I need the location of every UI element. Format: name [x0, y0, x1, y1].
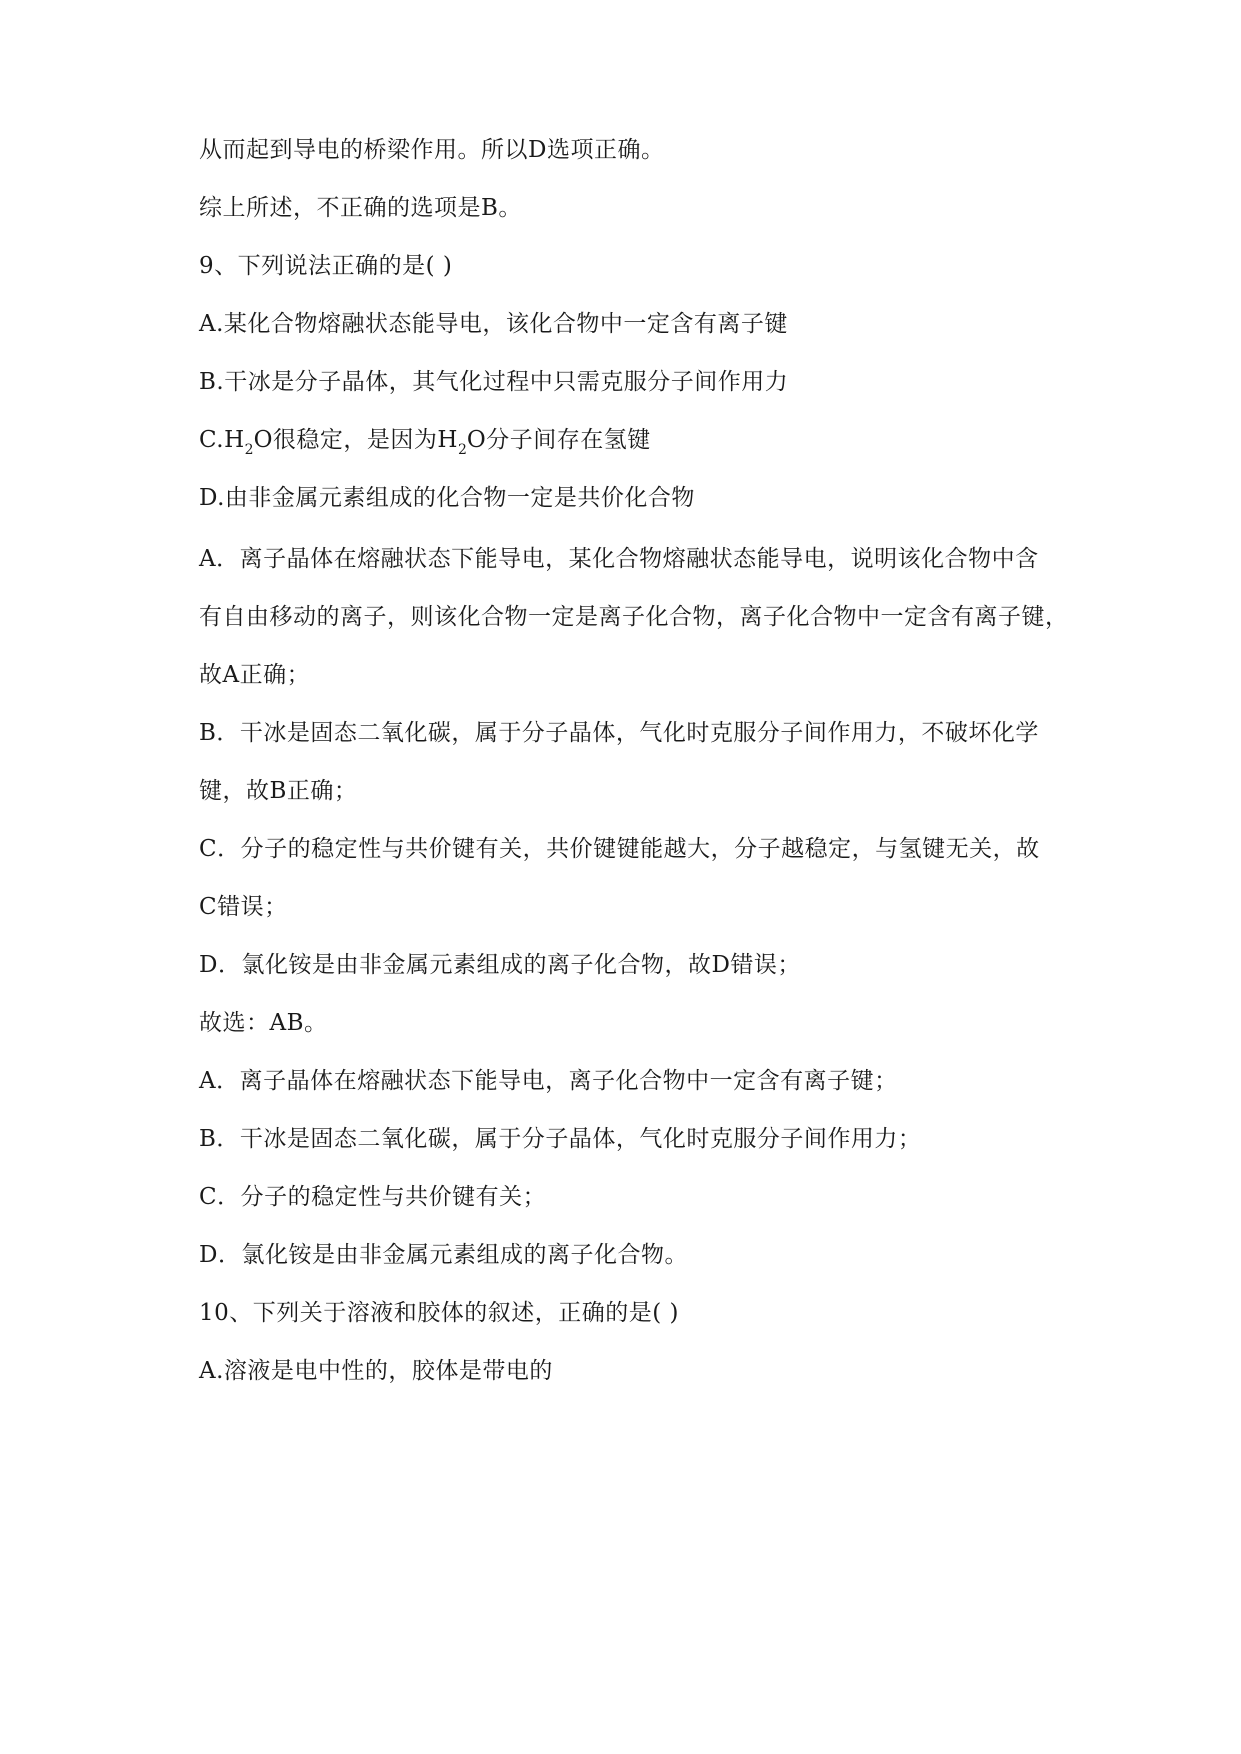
subscript: 2 [244, 442, 254, 458]
option-c-suffix: O分子间存在氢键 [466, 427, 651, 453]
text-line: 综上所述，不正确的选项是B。 [199, 195, 522, 221]
analysis-line: D．氯化铵是由非金属元素组成的离子化合物。 [199, 1242, 688, 1268]
explanation-line: C错误； [199, 894, 288, 920]
answer-line: 故选：AB。 [199, 1010, 328, 1036]
question-9-option-a: A.某化合物熔融状态能导电，该化合物中一定含有离子键 [199, 311, 788, 337]
option-c-prefix: C.H [199, 427, 245, 453]
text-line: 从而起到导电的桥梁作用。所以D选项正确。 [199, 137, 665, 163]
subscript: 2 [458, 442, 467, 458]
question-9-option-c [199, 425, 1099, 458]
question-10-stem: 10、下列关于溶液和胶体的叙述，正确的是( ) [199, 1300, 680, 1326]
explanation-line: C．分子的稳定性与共价键有关，共价键键能越大，分子越稳定，与氢键无关，故 [199, 836, 1040, 862]
explanation-line: 有自由移动的离子，则该化合物一定是离子化合物，离子化合物中一定含有离子键， [199, 604, 1069, 630]
question-10-option-a: A.溶液是电中性的，胶体是带电的 [199, 1358, 553, 1384]
explanation-line: B．干冰是固态二氧化碳，属于分子晶体，气化时克服分子间作用力，不破坏化学 [199, 720, 1039, 746]
question-9-stem: 9、下列说法正确的是( ) [199, 253, 453, 279]
analysis-line: A．离子晶体在熔融状态下能导电，离子化合物中一定含有离子键； [199, 1068, 898, 1094]
explanation-line: 故A正确； [199, 662, 311, 688]
analysis-line: B．干冰是固态二氧化碳，属于分子晶体，气化时克服分子间作用力； [199, 1126, 922, 1152]
question-9-option-b: B.干冰是分子晶体，其气化过程中只需克服分子间作用力 [199, 369, 789, 395]
explanation-line: A．离子晶体在熔融状态下能导电，某化合物熔融状态能导电，说明该化合物中含 [199, 546, 1039, 572]
option-c-mid: O很稳定，是因为H [253, 427, 458, 453]
explanation-line: 键，故B正确； [199, 778, 358, 804]
explanation-line: D．氯化铵是由非金属元素组成的离子化合物，故D错误； [199, 952, 801, 978]
analysis-line: C．分子的稳定性与共价键有关； [199, 1184, 547, 1210]
question-9-option-d: D.由非金属元素组成的化合物一定是共价化合物 [199, 485, 695, 511]
